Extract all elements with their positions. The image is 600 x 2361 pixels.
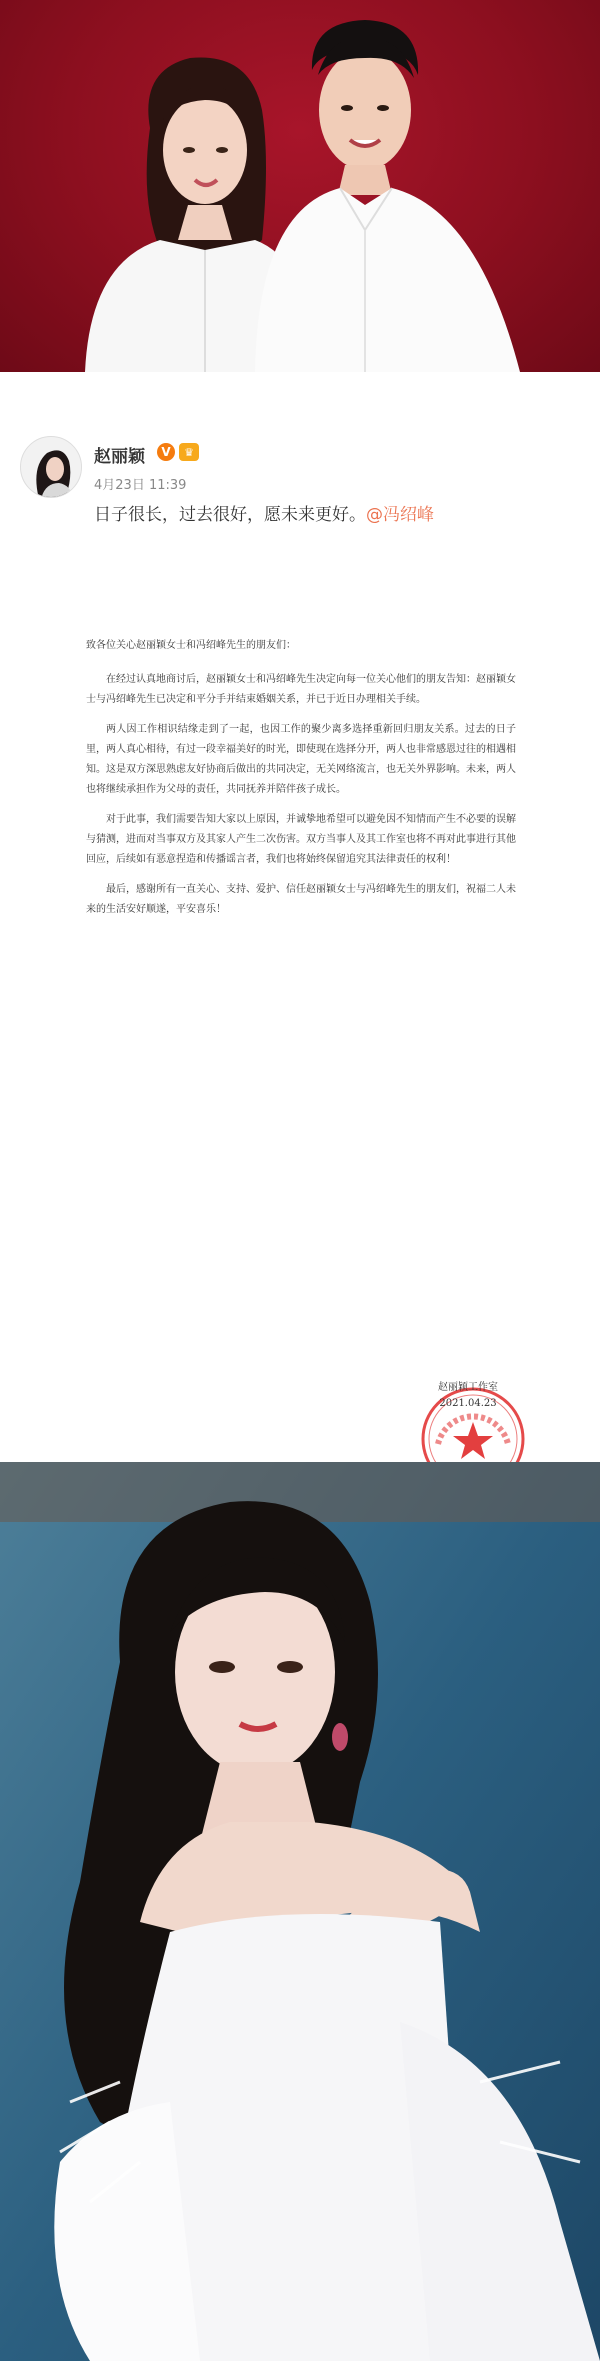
- statement-letter: [86, 636, 516, 930]
- letter-paragraph: 对于此事，我们需要告知大家以上原因，并诚挚地希望可以避免因不知情而产生不必要的误解与猜测，进而对当事双方及其家人产生二次伤害。双方当事人及其工作室也将不再对此事进行其他回应，后续如有恶意捏造和传播谣言者，我们也将始终保留追究其法律责任的权利！: [86, 814, 516, 865]
- portrait-illustration: [0, 1462, 600, 2361]
- username[interactable]: 赵丽颖: [94, 447, 145, 467]
- weibo-post: [0, 372, 600, 1462]
- signature-studio: 赵丽颖工作室: [438, 1382, 498, 1393]
- avatar[interactable]: [20, 436, 82, 498]
- letter-salutation: 致各位关心赵丽颖女士和冯绍峰先生的朋友们：: [86, 640, 296, 651]
- post-timestamp[interactable]: 4月23日 11:39: [94, 478, 187, 493]
- verified-badge-icon: V: [157, 443, 175, 461]
- mention-link[interactable]: @冯绍峰: [366, 505, 434, 525]
- signature-date: 2021.04.23: [439, 1398, 497, 1409]
- couple-photo[interactable]: [0, 0, 600, 372]
- couple-illustration: [0, 0, 600, 372]
- portrait-photo[interactable]: [0, 1462, 600, 2361]
- letter-paragraph: 两人因工作相识结缘走到了一起，也因工作的聚少离多选择重新回归朋友关系。过去的日子里，两人真心相待，有过一段幸福美好的时光，即使现在选择分开，两人也非常感恩过往的相遇相知。这是双方深思熟虑友好协商后做出的共同决定，无关网络流言，也无关外界影响。未来，两人也将继续承担作为父母的责任，共同抚养并陪伴孩子成长。: [86, 724, 516, 795]
- letter-signature: [438, 1380, 498, 1412]
- post-body: 日子很长，过去很好，愿未来更好。: [94, 505, 366, 525]
- post-text: [94, 500, 434, 525]
- letter-paragraph: 在经过认真地商讨后，赵丽颖女士和冯绍峰先生决定向每一位关心他们的朋友告知：赵丽颖女士与冯绍峰先生已决定和平分手并结束婚姻关系，并已于近日办理相关手续。: [86, 674, 516, 705]
- member-crown-icon: ♛: [179, 443, 199, 461]
- letter-paragraph: 最后，感谢所有一直关心、支持、爱护、信任赵丽颖女士与冯绍峰先生的朋友们，祝福二人未来的生活安好顺遂，平安喜乐！: [86, 884, 516, 915]
- avatar-image: [21, 437, 82, 498]
